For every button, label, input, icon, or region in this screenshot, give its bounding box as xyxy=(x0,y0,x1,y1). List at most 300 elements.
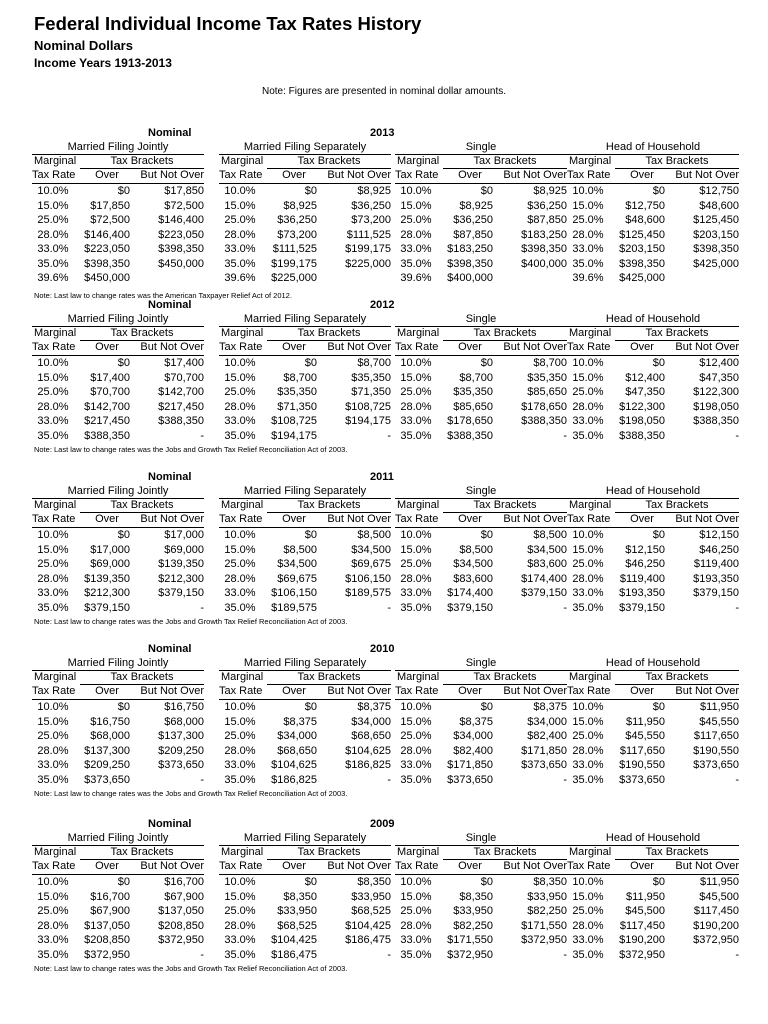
table-row xyxy=(219,385,391,400)
over-amount-cell: $104,425 xyxy=(271,934,317,946)
filing-status-table xyxy=(32,313,204,465)
marginal-rate-cell: 35.0% xyxy=(224,601,256,614)
filing-status-title: Married Filing Jointly xyxy=(67,657,169,669)
nominal-label: Nominal xyxy=(148,127,192,139)
over-amount-cell: $0 xyxy=(652,876,665,888)
marginal-rate-cell: 28.0% xyxy=(400,400,432,413)
tax-brackets-header: Tax Brackets xyxy=(645,327,709,339)
over-amount-cell: $8,925 xyxy=(459,199,493,212)
but-not-over-cell: $119,400 xyxy=(693,558,739,570)
but-not-over-header: But Not Over xyxy=(327,685,391,697)
table-row xyxy=(567,919,739,934)
marginal-header: Marginal xyxy=(221,327,264,339)
over-amount-cell: $388,350 xyxy=(619,429,665,442)
over-header: Over xyxy=(95,860,119,872)
table-row xyxy=(32,228,204,243)
marginal-rate-cell: 10.0% xyxy=(400,529,432,541)
over-amount-cell: $82,250 xyxy=(453,919,493,932)
marginal-header: Marginal xyxy=(34,499,77,511)
table-row xyxy=(567,429,739,444)
marginal-rate-cell: 28.0% xyxy=(572,919,604,932)
over-amount-cell: $0 xyxy=(652,357,665,369)
over-header: Over xyxy=(282,685,306,697)
but-not-over-cell: $117,650 xyxy=(693,730,739,742)
table-row xyxy=(32,601,204,616)
tax-brackets-header: Tax Brackets xyxy=(473,155,537,167)
tax-rate-header: Tax Rate xyxy=(395,169,439,181)
marginal-rate-cell: 10.0% xyxy=(224,876,256,888)
filing-status-table xyxy=(219,485,391,637)
table-row xyxy=(395,371,567,386)
bracket-rows xyxy=(395,356,567,443)
but-not-over-cell: $137,050 xyxy=(158,905,204,917)
marginal-rate-cell: 39.6% xyxy=(224,272,256,284)
but-not-over-cell: $82,400 xyxy=(527,730,567,742)
marginal-rate-cell: 10.0% xyxy=(572,876,604,888)
marginal-rate-cell: 10.0% xyxy=(572,701,604,713)
over-amount-cell: $45,500 xyxy=(625,905,665,917)
but-not-over-header: But Not Over xyxy=(140,513,204,525)
but-not-over-cell: $34,000 xyxy=(351,715,391,728)
tax-rate-header: Tax Rate xyxy=(567,860,611,872)
over-amount-cell: $12,400 xyxy=(625,371,665,384)
but-not-over-cell: $203,150 xyxy=(693,228,739,241)
over-amount-cell: $68,650 xyxy=(277,744,317,757)
table-row xyxy=(32,385,204,400)
marginal-rate-cell: 25.0% xyxy=(572,214,604,226)
but-not-over-cell: $104,625 xyxy=(345,744,391,757)
bracket-rows xyxy=(219,184,391,286)
but-not-over-cell: $398,350 xyxy=(521,243,567,255)
marginal-header: Marginal xyxy=(569,327,612,339)
over-amount-cell: $372,950 xyxy=(619,948,665,961)
marginal-rate-cell: 28.0% xyxy=(224,744,256,757)
but-not-over-cell: - xyxy=(563,948,567,961)
tax-brackets-header: Tax Brackets xyxy=(110,671,174,683)
over-amount-cell: $194,175 xyxy=(271,429,317,442)
marginal-header: Marginal xyxy=(397,846,440,858)
tax-rate-header: Tax Rate xyxy=(567,513,611,525)
marginal-rate-cell: 35.0% xyxy=(400,429,432,442)
but-not-over-cell: $208,850 xyxy=(158,919,204,932)
over-amount-cell: $72,500 xyxy=(90,214,130,226)
table-row xyxy=(32,199,204,214)
bracket-rows xyxy=(32,700,204,787)
marginal-header: Marginal xyxy=(34,846,77,858)
marginal-rate-cell: 35.0% xyxy=(572,429,604,442)
over-header: Over xyxy=(282,860,306,872)
over-amount-cell: $171,850 xyxy=(447,759,493,771)
but-not-over-header: But Not Over xyxy=(327,513,391,525)
marginal-rate-cell: 25.0% xyxy=(37,905,69,917)
over-amount-cell: $68,000 xyxy=(90,730,130,742)
over-amount-cell: $212,300 xyxy=(84,587,130,599)
but-not-over-cell: $171,550 xyxy=(521,919,567,932)
table-row xyxy=(219,228,391,243)
table-row xyxy=(395,414,567,429)
but-not-over-header: But Not Over xyxy=(675,169,739,181)
table-row xyxy=(567,184,739,199)
but-not-over-cell: $12,400 xyxy=(699,357,739,369)
bracket-rows xyxy=(567,700,739,787)
marginal-rate-cell: 28.0% xyxy=(572,400,604,413)
table-row xyxy=(219,199,391,214)
over-header: Over xyxy=(630,169,654,181)
table-row xyxy=(567,700,739,715)
bracket-rows xyxy=(395,184,567,286)
marginal-rate-cell: 15.0% xyxy=(37,890,69,903)
table-row xyxy=(567,586,739,601)
table-row xyxy=(395,700,567,715)
marginal-rate-cell: 33.0% xyxy=(572,415,604,427)
but-not-over-cell: $33,950 xyxy=(527,890,567,903)
bracket-rows xyxy=(567,528,739,615)
section-note: Note: Last law to change rates was the Jobs and Growth Tax Relief Reconciliation Act of 2003. xyxy=(34,964,348,973)
marginal-header: Marginal xyxy=(34,671,77,683)
over-amount-cell: $379,150 xyxy=(84,601,130,614)
table-row xyxy=(567,257,739,272)
over-amount-cell: $12,750 xyxy=(625,199,665,212)
but-not-over-cell: - xyxy=(387,773,391,786)
table-row xyxy=(395,572,567,587)
bracket-rows xyxy=(32,528,204,615)
table-row xyxy=(567,543,739,558)
but-not-over-cell: $17,400 xyxy=(164,357,204,369)
tax-brackets-header: Tax Brackets xyxy=(645,671,709,683)
nominal-label: Nominal xyxy=(148,643,192,655)
table-row xyxy=(32,242,204,257)
marginal-rate-cell: 33.0% xyxy=(37,243,69,255)
marginal-rate-cell: 25.0% xyxy=(37,730,69,742)
marginal-rate-cell: 15.0% xyxy=(400,543,432,556)
over-amount-cell: $223,050 xyxy=(84,243,130,255)
marginal-rate-cell: 15.0% xyxy=(400,890,432,903)
but-not-over-cell: $117,450 xyxy=(693,905,739,917)
tax-rate-header: Tax Rate xyxy=(395,685,439,697)
over-amount-cell: $0 xyxy=(304,357,317,369)
table-row xyxy=(567,271,739,286)
marginal-rate-cell: 10.0% xyxy=(37,701,69,713)
over-amount-cell: $12,150 xyxy=(625,543,665,556)
but-not-over-cell: $379,150 xyxy=(158,587,204,599)
over-header: Over xyxy=(458,341,482,353)
tax-brackets-header: Tax Brackets xyxy=(473,846,537,858)
marginal-rate-cell: 33.0% xyxy=(400,587,432,599)
table-row xyxy=(32,948,204,963)
but-not-over-header: But Not Over xyxy=(675,513,739,525)
table-row xyxy=(567,242,739,257)
but-not-over-cell: $139,350 xyxy=(158,558,204,570)
table-row xyxy=(567,773,739,788)
table-row xyxy=(567,933,739,948)
marginal-rate-cell: 28.0% xyxy=(37,228,69,241)
but-not-over-cell: $8,350 xyxy=(533,876,567,888)
over-amount-cell: $87,850 xyxy=(453,228,493,241)
marginal-rate-cell: 28.0% xyxy=(37,572,69,585)
tax-brackets-header: Tax Brackets xyxy=(297,671,361,683)
over-amount-cell: $45,550 xyxy=(625,730,665,742)
over-amount-cell: $34,000 xyxy=(453,730,493,742)
table-row xyxy=(32,586,204,601)
marginal-rate-cell: 10.0% xyxy=(400,357,432,369)
over-amount-cell: $48,600 xyxy=(625,214,665,226)
over-amount-cell: $34,500 xyxy=(277,558,317,570)
tax-rate-header: Tax Rate xyxy=(219,685,263,697)
over-amount-cell: $0 xyxy=(304,701,317,713)
marginal-header: Marginal xyxy=(221,846,264,858)
marginal-rate-cell: 28.0% xyxy=(37,400,69,413)
marginal-header: Marginal xyxy=(221,155,264,167)
marginal-rate-cell: 28.0% xyxy=(572,572,604,585)
bracket-rows xyxy=(219,528,391,615)
marginal-rate-cell: 28.0% xyxy=(224,400,256,413)
table-row xyxy=(219,601,391,616)
marginal-rate-cell: 33.0% xyxy=(224,759,256,771)
table-row xyxy=(219,773,391,788)
table-row xyxy=(32,715,204,730)
bracket-rows xyxy=(32,184,204,286)
but-not-over-cell: $212,300 xyxy=(158,572,204,585)
over-amount-cell: $34,000 xyxy=(277,730,317,742)
over-amount-cell: $388,350 xyxy=(447,429,493,442)
marginal-rate-cell: 10.0% xyxy=(572,185,604,197)
but-not-over-cell: $8,350 xyxy=(357,876,391,888)
table-row xyxy=(395,557,567,572)
table-row xyxy=(32,528,204,543)
filing-status-title: Single xyxy=(465,485,497,497)
over-amount-cell: $217,450 xyxy=(84,415,130,427)
marginal-header: Marginal xyxy=(34,155,77,167)
over-header: Over xyxy=(95,685,119,697)
marginal-rate-cell: 28.0% xyxy=(400,572,432,585)
over-amount-cell: $400,000 xyxy=(447,272,493,284)
table-row xyxy=(219,715,391,730)
over-amount-cell: $137,300 xyxy=(84,744,130,757)
but-not-over-cell: $17,850 xyxy=(164,185,204,197)
tax-year: 2010 xyxy=(370,643,395,655)
table-row xyxy=(32,904,204,919)
but-not-over-cell: - xyxy=(735,601,739,614)
tax-brackets-header: Tax Brackets xyxy=(297,327,361,339)
over-amount-cell: $8,925 xyxy=(283,199,317,212)
table-row xyxy=(32,933,204,948)
but-not-over-header: But Not Over xyxy=(140,685,204,697)
but-not-over-cell: $122,300 xyxy=(693,386,739,398)
marginal-header: Marginal xyxy=(34,327,77,339)
marginal-rate-cell: 28.0% xyxy=(37,919,69,932)
over-header: Over xyxy=(282,169,306,181)
over-amount-cell: $34,500 xyxy=(453,558,493,570)
table-row xyxy=(219,729,391,744)
marginal-rate-cell: 33.0% xyxy=(572,934,604,946)
table-row xyxy=(567,199,739,214)
tax-brackets-header: Tax Brackets xyxy=(297,499,361,511)
table-row xyxy=(32,744,204,759)
over-amount-cell: $189,575 xyxy=(271,601,317,614)
marginal-rate-cell: 15.0% xyxy=(224,371,256,384)
marginal-rate-cell: 15.0% xyxy=(224,715,256,728)
table-row xyxy=(395,271,567,286)
but-not-over-cell: $198,050 xyxy=(693,400,739,413)
over-amount-cell: $139,350 xyxy=(84,572,130,585)
but-not-over-cell: $46,250 xyxy=(699,543,739,556)
over-amount-cell: $33,950 xyxy=(453,905,493,917)
marginal-rate-cell: 10.0% xyxy=(572,529,604,541)
over-amount-cell: $117,450 xyxy=(619,919,665,932)
top-note: Note: Figures are presented in nominal dollar amounts. xyxy=(261,86,507,97)
table-row xyxy=(219,586,391,601)
marginal-rate-cell: 10.0% xyxy=(572,357,604,369)
over-amount-cell: $0 xyxy=(480,357,493,369)
table-row xyxy=(395,257,567,272)
table-row xyxy=(395,543,567,558)
table-row xyxy=(567,890,739,905)
table-row xyxy=(219,875,391,890)
marginal-rate-cell: 15.0% xyxy=(400,715,432,728)
filing-status-table xyxy=(219,657,391,809)
but-not-over-header: But Not Over xyxy=(140,341,204,353)
table-row xyxy=(219,429,391,444)
tax-rate-header: Tax Rate xyxy=(395,341,439,353)
marginal-header: Marginal xyxy=(221,671,264,683)
over-amount-cell: $373,650 xyxy=(619,773,665,786)
but-not-over-cell: $85,650 xyxy=(527,386,567,398)
over-amount-cell: $398,350 xyxy=(447,257,493,270)
filing-status-title: Married Filing Separately xyxy=(243,141,367,153)
tax-year-section xyxy=(0,643,768,811)
over-amount-cell: $8,375 xyxy=(459,715,493,728)
but-not-over-cell: $400,000 xyxy=(521,257,567,270)
but-not-over-cell: $398,350 xyxy=(158,243,204,255)
over-amount-cell: $73,200 xyxy=(277,228,317,241)
tax-rate-header: Tax Rate xyxy=(32,513,76,525)
table-row xyxy=(219,758,391,773)
but-not-over-header: But Not Over xyxy=(327,860,391,872)
but-not-over-cell: $17,000 xyxy=(164,529,204,541)
but-not-over-cell: $217,450 xyxy=(158,400,204,413)
table-row xyxy=(32,890,204,905)
table-row xyxy=(219,543,391,558)
but-not-over-cell: $36,250 xyxy=(351,199,391,212)
but-not-over-cell: $373,650 xyxy=(693,759,739,771)
table-row xyxy=(567,601,739,616)
marginal-rate-cell: 33.0% xyxy=(400,415,432,427)
over-amount-cell: $71,350 xyxy=(277,400,317,413)
table-row xyxy=(567,948,739,963)
but-not-over-cell: $379,150 xyxy=(693,587,739,599)
but-not-over-cell: $34,500 xyxy=(527,543,567,556)
table-row xyxy=(32,919,204,934)
table-row xyxy=(32,758,204,773)
but-not-over-cell: - xyxy=(387,601,391,614)
but-not-over-cell: $388,350 xyxy=(521,415,567,427)
marginal-rate-cell: 35.0% xyxy=(37,257,69,270)
but-not-over-header: But Not Over xyxy=(503,513,567,525)
marginal-rate-cell: 10.0% xyxy=(400,185,432,197)
marginal-rate-cell: 15.0% xyxy=(572,890,604,903)
but-not-over-cell: $36,250 xyxy=(527,199,567,212)
but-not-over-header: But Not Over xyxy=(140,860,204,872)
marginal-header: Marginal xyxy=(569,155,612,167)
tax-year-section xyxy=(0,299,768,467)
table-row xyxy=(567,528,739,543)
table-row xyxy=(32,429,204,444)
over-amount-cell: $119,400 xyxy=(619,572,665,585)
but-not-over-cell: $47,350 xyxy=(699,371,739,384)
tax-brackets-header: Tax Brackets xyxy=(645,846,709,858)
income-years: Income Years 1913-2013 xyxy=(34,56,172,70)
but-not-over-cell: $146,400 xyxy=(158,214,204,226)
marginal-rate-cell: 25.0% xyxy=(572,386,604,398)
table-row xyxy=(567,400,739,415)
page-title: Federal Individual Income Tax Rates History xyxy=(34,13,422,34)
table-row xyxy=(395,890,567,905)
but-not-over-cell: $33,950 xyxy=(351,890,391,903)
but-not-over-cell: $82,250 xyxy=(527,905,567,917)
table-row xyxy=(32,729,204,744)
but-not-over-cell: - xyxy=(735,429,739,442)
but-not-over-cell: $16,700 xyxy=(164,876,204,888)
tax-brackets-header: Tax Brackets xyxy=(110,846,174,858)
but-not-over-cell: $450,000 xyxy=(158,257,204,270)
marginal-rate-cell: 28.0% xyxy=(224,919,256,932)
over-amount-cell: $33,950 xyxy=(277,905,317,917)
marginal-rate-cell: 28.0% xyxy=(37,744,69,757)
over-amount-cell: $0 xyxy=(652,185,665,197)
table-row xyxy=(219,700,391,715)
but-not-over-cell: $87,850 xyxy=(527,214,567,226)
table-row xyxy=(395,184,567,199)
but-not-over-header: But Not Over xyxy=(675,860,739,872)
but-not-over-cell: $8,500 xyxy=(357,529,391,541)
tax-year: 2009 xyxy=(370,818,395,830)
filing-status-title: Married Filing Jointly xyxy=(67,485,169,497)
filing-status-table xyxy=(567,657,739,809)
over-amount-cell: $11,950 xyxy=(626,890,665,903)
marginal-rate-cell: 15.0% xyxy=(224,199,256,212)
over-amount-cell: $379,150 xyxy=(619,601,665,614)
over-amount-cell: $183,250 xyxy=(447,243,493,255)
over-amount-cell: $8,500 xyxy=(283,543,317,556)
marginal-rate-cell: 35.0% xyxy=(224,429,256,442)
marginal-rate-cell: 25.0% xyxy=(572,558,604,570)
but-not-over-cell: $8,925 xyxy=(533,185,567,197)
marginal-rate-cell: 25.0% xyxy=(224,214,256,226)
marginal-rate-cell: 25.0% xyxy=(400,386,432,398)
marginal-rate-cell: 35.0% xyxy=(37,948,69,961)
but-not-over-cell: $372,950 xyxy=(158,934,204,946)
but-not-over-cell: $8,375 xyxy=(357,701,391,713)
over-amount-cell: $178,650 xyxy=(447,415,493,427)
over-amount-cell: $208,850 xyxy=(84,934,130,946)
marginal-rate-cell: 15.0% xyxy=(37,543,69,556)
tax-year-section xyxy=(0,127,768,300)
over-amount-cell: $0 xyxy=(480,876,493,888)
over-amount-cell: $373,650 xyxy=(447,773,493,786)
marginal-rate-cell: 15.0% xyxy=(224,543,256,556)
section-note: Note: Last law to change rates was the Jobs and Growth Tax Relief Reconciliation Act of 2003. xyxy=(34,789,348,798)
marginal-rate-cell: 35.0% xyxy=(224,948,256,961)
table-row xyxy=(219,528,391,543)
marginal-rate-cell: 25.0% xyxy=(572,730,604,742)
marginal-rate-cell: 33.0% xyxy=(572,587,604,599)
table-row xyxy=(395,919,567,934)
table-row xyxy=(395,729,567,744)
table-row xyxy=(567,371,739,386)
over-header: Over xyxy=(630,860,654,872)
table-row xyxy=(219,271,391,286)
table-row xyxy=(395,875,567,890)
